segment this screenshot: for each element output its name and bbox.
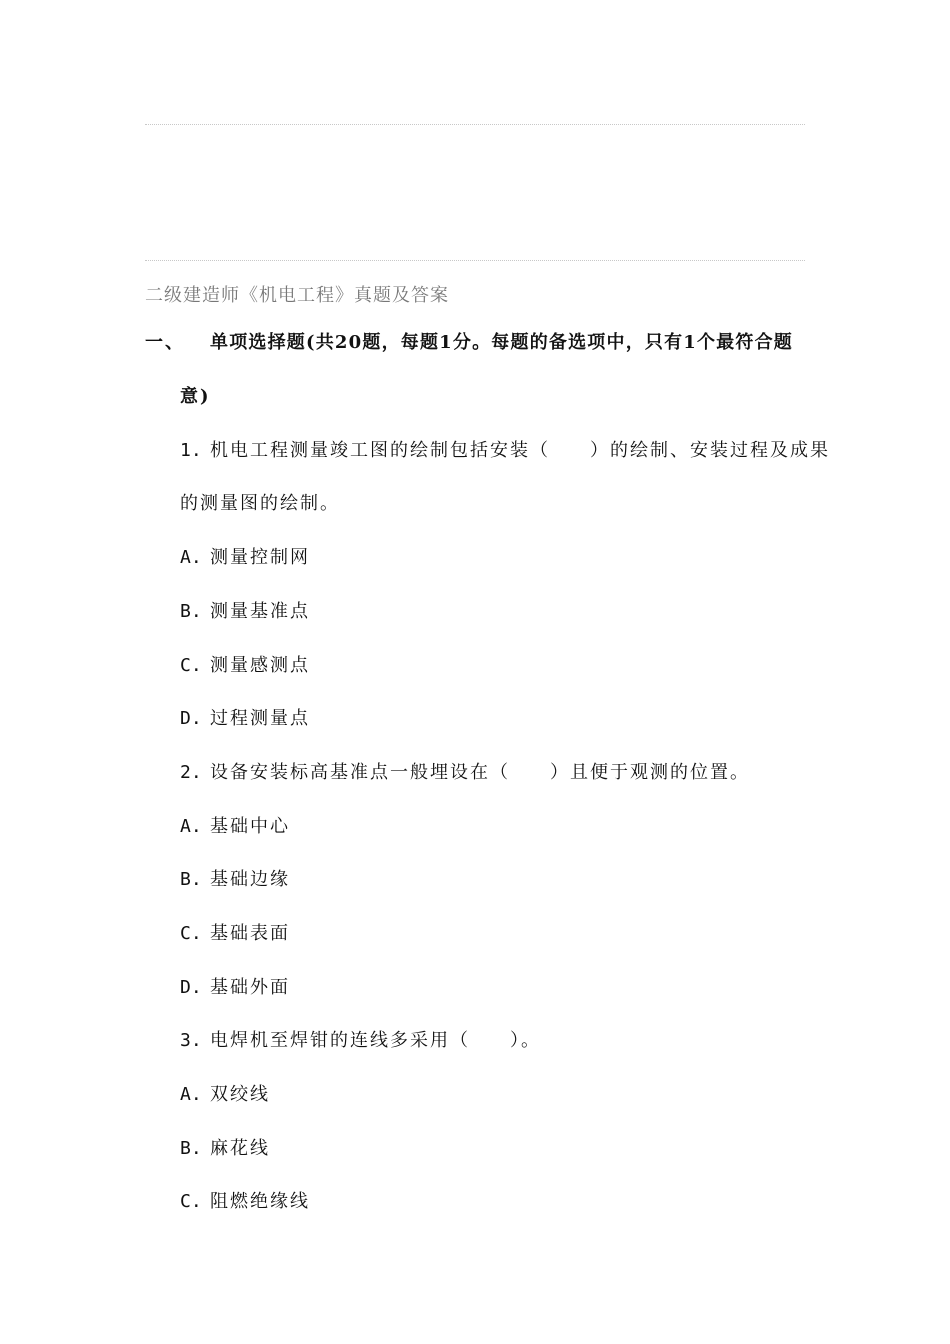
option-text: 测量基准点 — [210, 601, 310, 622]
question-2-option-b — [180, 868, 290, 892]
question-number: 3. — [180, 1030, 202, 1051]
question-text: 电焊机至焊钳的连线多采用（ ）。 — [210, 1030, 541, 1051]
option-text: 阻燃绝缘线 — [210, 1191, 310, 1212]
header-divider-top — [145, 124, 805, 125]
question-3-option-c — [180, 1190, 310, 1214]
question-1-option-b — [180, 600, 310, 624]
question-1-option-a — [180, 546, 310, 570]
question-3 — [180, 1029, 541, 1053]
question-number: 1. — [180, 440, 202, 461]
option-key: B. — [180, 1138, 202, 1159]
question-text: 设备安装标高基准点一般埋设在（ ）且便于观测的位置。 — [210, 762, 750, 783]
option-key: A. — [180, 1084, 202, 1105]
question-1-option-d — [180, 707, 310, 731]
option-key: D. — [180, 708, 202, 729]
option-text: 麻花线 — [210, 1138, 270, 1159]
option-text: 基础表面 — [210, 923, 290, 944]
question-1 — [180, 439, 830, 463]
option-text: 基础外面 — [210, 977, 290, 998]
option-key: C. — [180, 1191, 202, 1212]
option-key: A. — [180, 816, 202, 837]
section-number: 一、 — [145, 332, 185, 353]
option-key: A. — [180, 547, 202, 568]
question-3-option-b — [180, 1137, 270, 1161]
question-2-option-a — [180, 815, 290, 839]
section-heading-continued: 意) — [180, 386, 211, 407]
question-1-option-c — [180, 654, 310, 678]
question-2 — [180, 761, 750, 785]
option-text: 基础中心 — [210, 816, 290, 837]
option-key: C. — [180, 655, 202, 676]
option-text: 测量感测点 — [210, 655, 310, 676]
option-text: 过程测量点 — [210, 708, 310, 729]
header-divider-bottom — [145, 260, 805, 261]
question-3-option-a — [180, 1083, 270, 1107]
option-text: 双绞线 — [210, 1084, 270, 1105]
option-key: C. — [180, 923, 202, 944]
question-text: 机电工程测量竣工图的绘制包括安装（ ）的绘制、安装过程及成果 — [210, 440, 830, 461]
section-heading: 单项选择题(共20题，每题1分。每题的备选项中，只有1个最符合题 — [210, 332, 794, 353]
question-2-option-d — [180, 976, 290, 1000]
question-1-continued: 的测量图的绘制。 — [180, 493, 340, 514]
question-2-option-c — [180, 922, 290, 946]
option-text: 基础边缘 — [210, 869, 290, 890]
question-number: 2. — [180, 762, 202, 783]
option-key: B. — [180, 869, 202, 890]
option-key: D. — [180, 977, 202, 998]
option-key: B. — [180, 601, 202, 622]
option-text: 测量控制网 — [210, 547, 310, 568]
document-title: 二级建造师《机电工程》真题及答案 — [145, 285, 449, 306]
